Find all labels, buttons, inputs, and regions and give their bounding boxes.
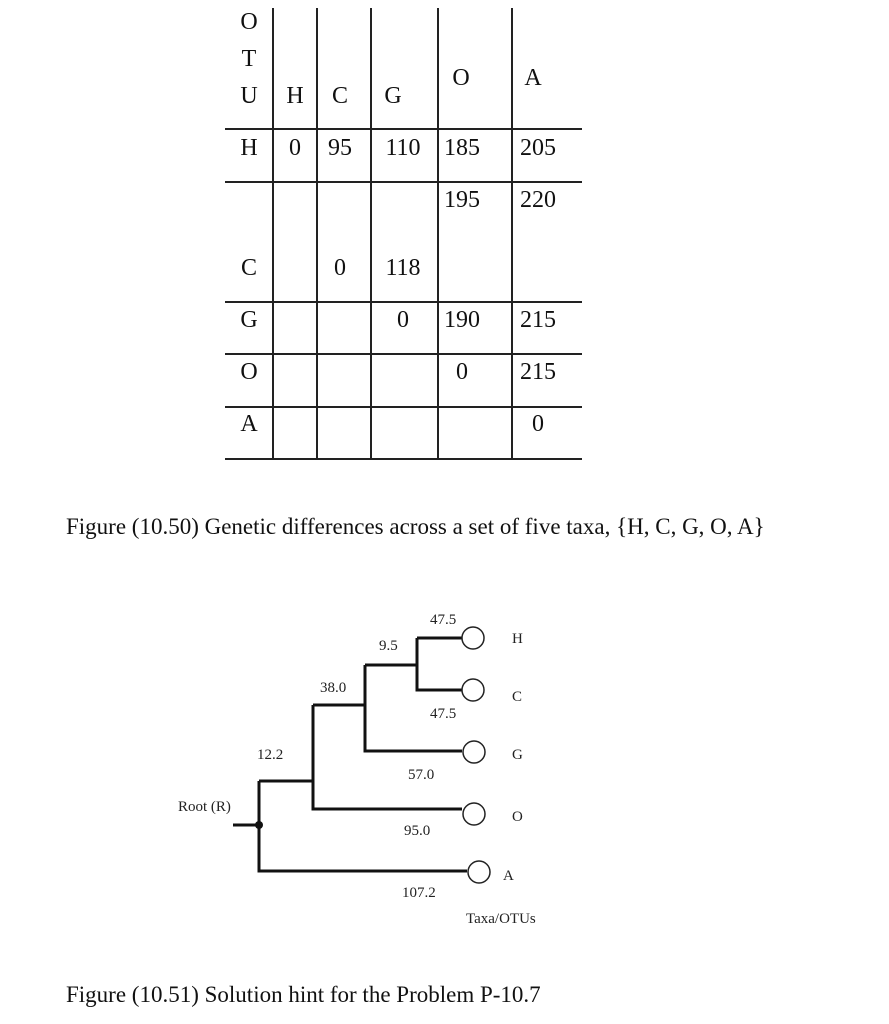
taxon-node-a [468,861,490,883]
table-cell: 0 [456,359,468,385]
branch-length: 47.5 [430,706,457,722]
figure-caption: Figure (10.50) Genetic differences across a set of five taxa, {H, C, G, O, A} [66,514,765,539]
table-cell: 95 [328,135,352,161]
row-label: G [240,307,258,333]
taxon-node-g [463,741,485,763]
row-label: A [240,411,258,437]
branch-length: 38.0 [320,680,347,696]
table-cell: 195 [444,187,480,213]
branch-hc [417,638,462,690]
taxon-label: O [512,809,523,825]
figure-caption: Figure (10.51) Solution hint for the Problem P-10.7 [66,982,541,1007]
table-cell: 110 [385,135,421,161]
row-label: O [240,359,258,385]
corner-label: T [241,46,257,72]
table-cell: 220 [520,187,556,213]
table-cell: 0 [334,255,346,281]
table-cell: 0 [532,411,544,437]
taxon-label: H [512,631,523,647]
taxon-node-h [462,627,484,649]
taxon-label: G [512,747,523,763]
corner-label: O [240,9,258,35]
table-cell: 185 [444,135,480,161]
table-cell: 215 [520,307,556,333]
table-cell: 118 [385,255,421,281]
column-header: C [331,83,349,109]
table-cell: 0 [397,307,409,333]
root-label: Root (R) [178,799,231,815]
taxon-label: A [503,868,514,884]
branch-length: 9.5 [379,638,398,654]
taxon-node-o [463,803,485,825]
branch-a [259,781,467,871]
column-header: H [286,83,304,109]
table-cell: 0 [289,135,301,161]
branch-length: 95.0 [404,823,431,839]
column-header: O [452,65,470,91]
row-label: C [240,255,258,281]
branch-length: 107.2 [402,885,436,901]
table-cell: 215 [520,359,556,385]
branch-length: 12.2 [257,747,284,763]
branch-length: 47.5 [430,612,457,628]
branch-length: 57.0 [408,767,435,783]
axis-label: Taxa/OTUs [466,911,536,927]
column-header: G [384,83,402,109]
taxon-node-c [462,679,484,701]
column-header: A [524,65,542,91]
row-label: H [240,135,258,161]
corner-label: U [240,83,258,109]
root-node [255,821,263,829]
table-cell: 205 [520,135,556,161]
taxon-label: C [512,689,523,705]
table-cell: 190 [444,307,480,333]
